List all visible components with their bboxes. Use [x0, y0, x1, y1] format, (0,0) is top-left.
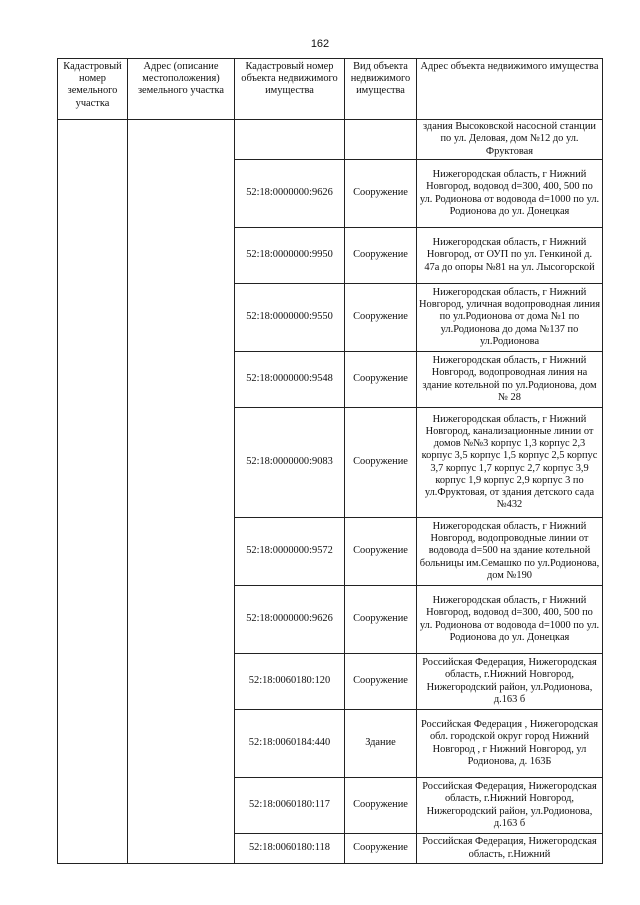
registry-table: [57, 58, 603, 864]
object-address-cell: Российская Федерация , Нижегородская обл. городской округ город Нижний Новгород , г Нижний Новгород, ул Родионова, д. 163Б: [417, 710, 603, 778]
object-cadastral-cell: 52:18:0000000:9572: [235, 518, 345, 586]
land-address-cell: [128, 120, 235, 864]
object-kind-cell: Сооружение: [345, 228, 417, 284]
object-cadastral-cell: 52:18:0000000:9626: [235, 586, 345, 654]
land-cadastral-cell: [58, 120, 128, 864]
object-address-cell: Российская Федерация, Нижегородская область, г.Нижний Новгород, Нижегородский район, ул.Родионова, д.163 б: [417, 654, 603, 710]
object-address-cell: Нижегородская область, г Нижний Новгород, водовод d=300, 400, 500 по ул. Родионова от водовода d=1000 по ул. Родионова до ул. Донецкая: [417, 586, 603, 654]
object-address-cell: Нижегородская область, г Нижний Новгород, водопроводные линии от водовода d=500 на здание котельной больницы им.Семашко по ул.Родионова, дом №190: [417, 518, 603, 586]
object-cadastral-cell: 52:18:0060180:120: [235, 654, 345, 710]
object-kind-cell: Сооружение: [345, 518, 417, 586]
object-kind-cell: Сооружение: [345, 160, 417, 228]
object-kind-cell: Сооружение: [345, 352, 417, 408]
table-row: [58, 120, 603, 160]
object-kind-cell: Здание: [345, 710, 417, 778]
object-cadastral-cell: 52:18:0060180:118: [235, 834, 345, 864]
object-cadastral-cell: 52:18:0000000:9083: [235, 408, 345, 518]
object-cadastral-cell: 52:18:0000000:9548: [235, 352, 345, 408]
object-cadastral-cell: [235, 120, 345, 160]
object-address-cell: Нижегородская область, г Нижний Новгород, уличная водопроводная линия по ул.Родионова от дома №1 по ул.Родионова до дома №137 по ул.Родионова: [417, 284, 603, 352]
object-cadastral-cell: 52:18:0000000:9550: [235, 284, 345, 352]
object-address-cell: Нижегородская область, г Нижний Новгород, водопроводная линия на здание котельной по ул.Родионова, дом № 28: [417, 352, 603, 408]
object-cadastral-cell: 52:18:0060180:117: [235, 778, 345, 834]
object-address-cell: Нижегородская область, г Нижний Новгород, от ОУП по ул. Генкиной д. 47а до опоры №81 на ул. Лысогорской: [417, 228, 603, 284]
object-cadastral-cell: 52:18:0000000:9950: [235, 228, 345, 284]
header-land-cadastral-number: Кадастровый номер земельного участка: [58, 59, 128, 120]
object-kind-cell: Сооружение: [345, 778, 417, 834]
header-object-address: Адрес объекта недвижимого имущества: [417, 59, 603, 120]
object-address-cell: Российская Федерация, Нижегородская область, г.Нижний Новгород, Нижегородский район, ул.Родионова, д.163 б: [417, 778, 603, 834]
header-land-address: Адрес (описание местоположения) земельного участка: [128, 59, 235, 120]
header-object-kind: Вид объекта недвижимого имущества: [345, 59, 417, 120]
object-address-cell: Российская Федерация, Нижегородская область, г.Нижний: [417, 834, 603, 864]
object-kind-cell: Сооружение: [345, 408, 417, 518]
object-cadastral-cell: 52:18:0060184:440: [235, 710, 345, 778]
object-kind-cell: Сооружение: [345, 284, 417, 352]
object-kind-cell: Сооружение: [345, 586, 417, 654]
table-header-row: [58, 59, 603, 120]
object-kind-cell: Сооружение: [345, 654, 417, 710]
object-address-cell: здания Высоковской насосной станции по ул. Деловая, дом №12 до ул. Фруктовая: [417, 120, 603, 160]
page-number: 162: [310, 38, 330, 50]
header-object-cadastral-number: Кадастровый номер объекта недвижимого имущества: [235, 59, 345, 120]
object-kind-cell: Сооружение: [345, 834, 417, 864]
object-kind-cell: [345, 120, 417, 160]
object-address-cell: Нижегородская область, г Нижний Новгород, водовод d=300, 400, 500 по ул. Родионова от водовода d=1000 по ул. Родионова до ул. Донецкая: [417, 160, 603, 228]
object-cadastral-cell: 52:18:0000000:9626: [235, 160, 345, 228]
object-address-cell: Нижегородская область, г Нижний Новгород, канализационные линии от домов №№3 корпус 1,3 корпус 2,3 корпус 3,5 корпус 1,5 корпус 2,5 корпус 3,7 корпус 1,7 корпус 2,7 корпус 3,9 корпус 1,9 корпус 2,9 корпус 3 по ул.Фруктовая, от здания детского сада №432: [417, 408, 603, 518]
